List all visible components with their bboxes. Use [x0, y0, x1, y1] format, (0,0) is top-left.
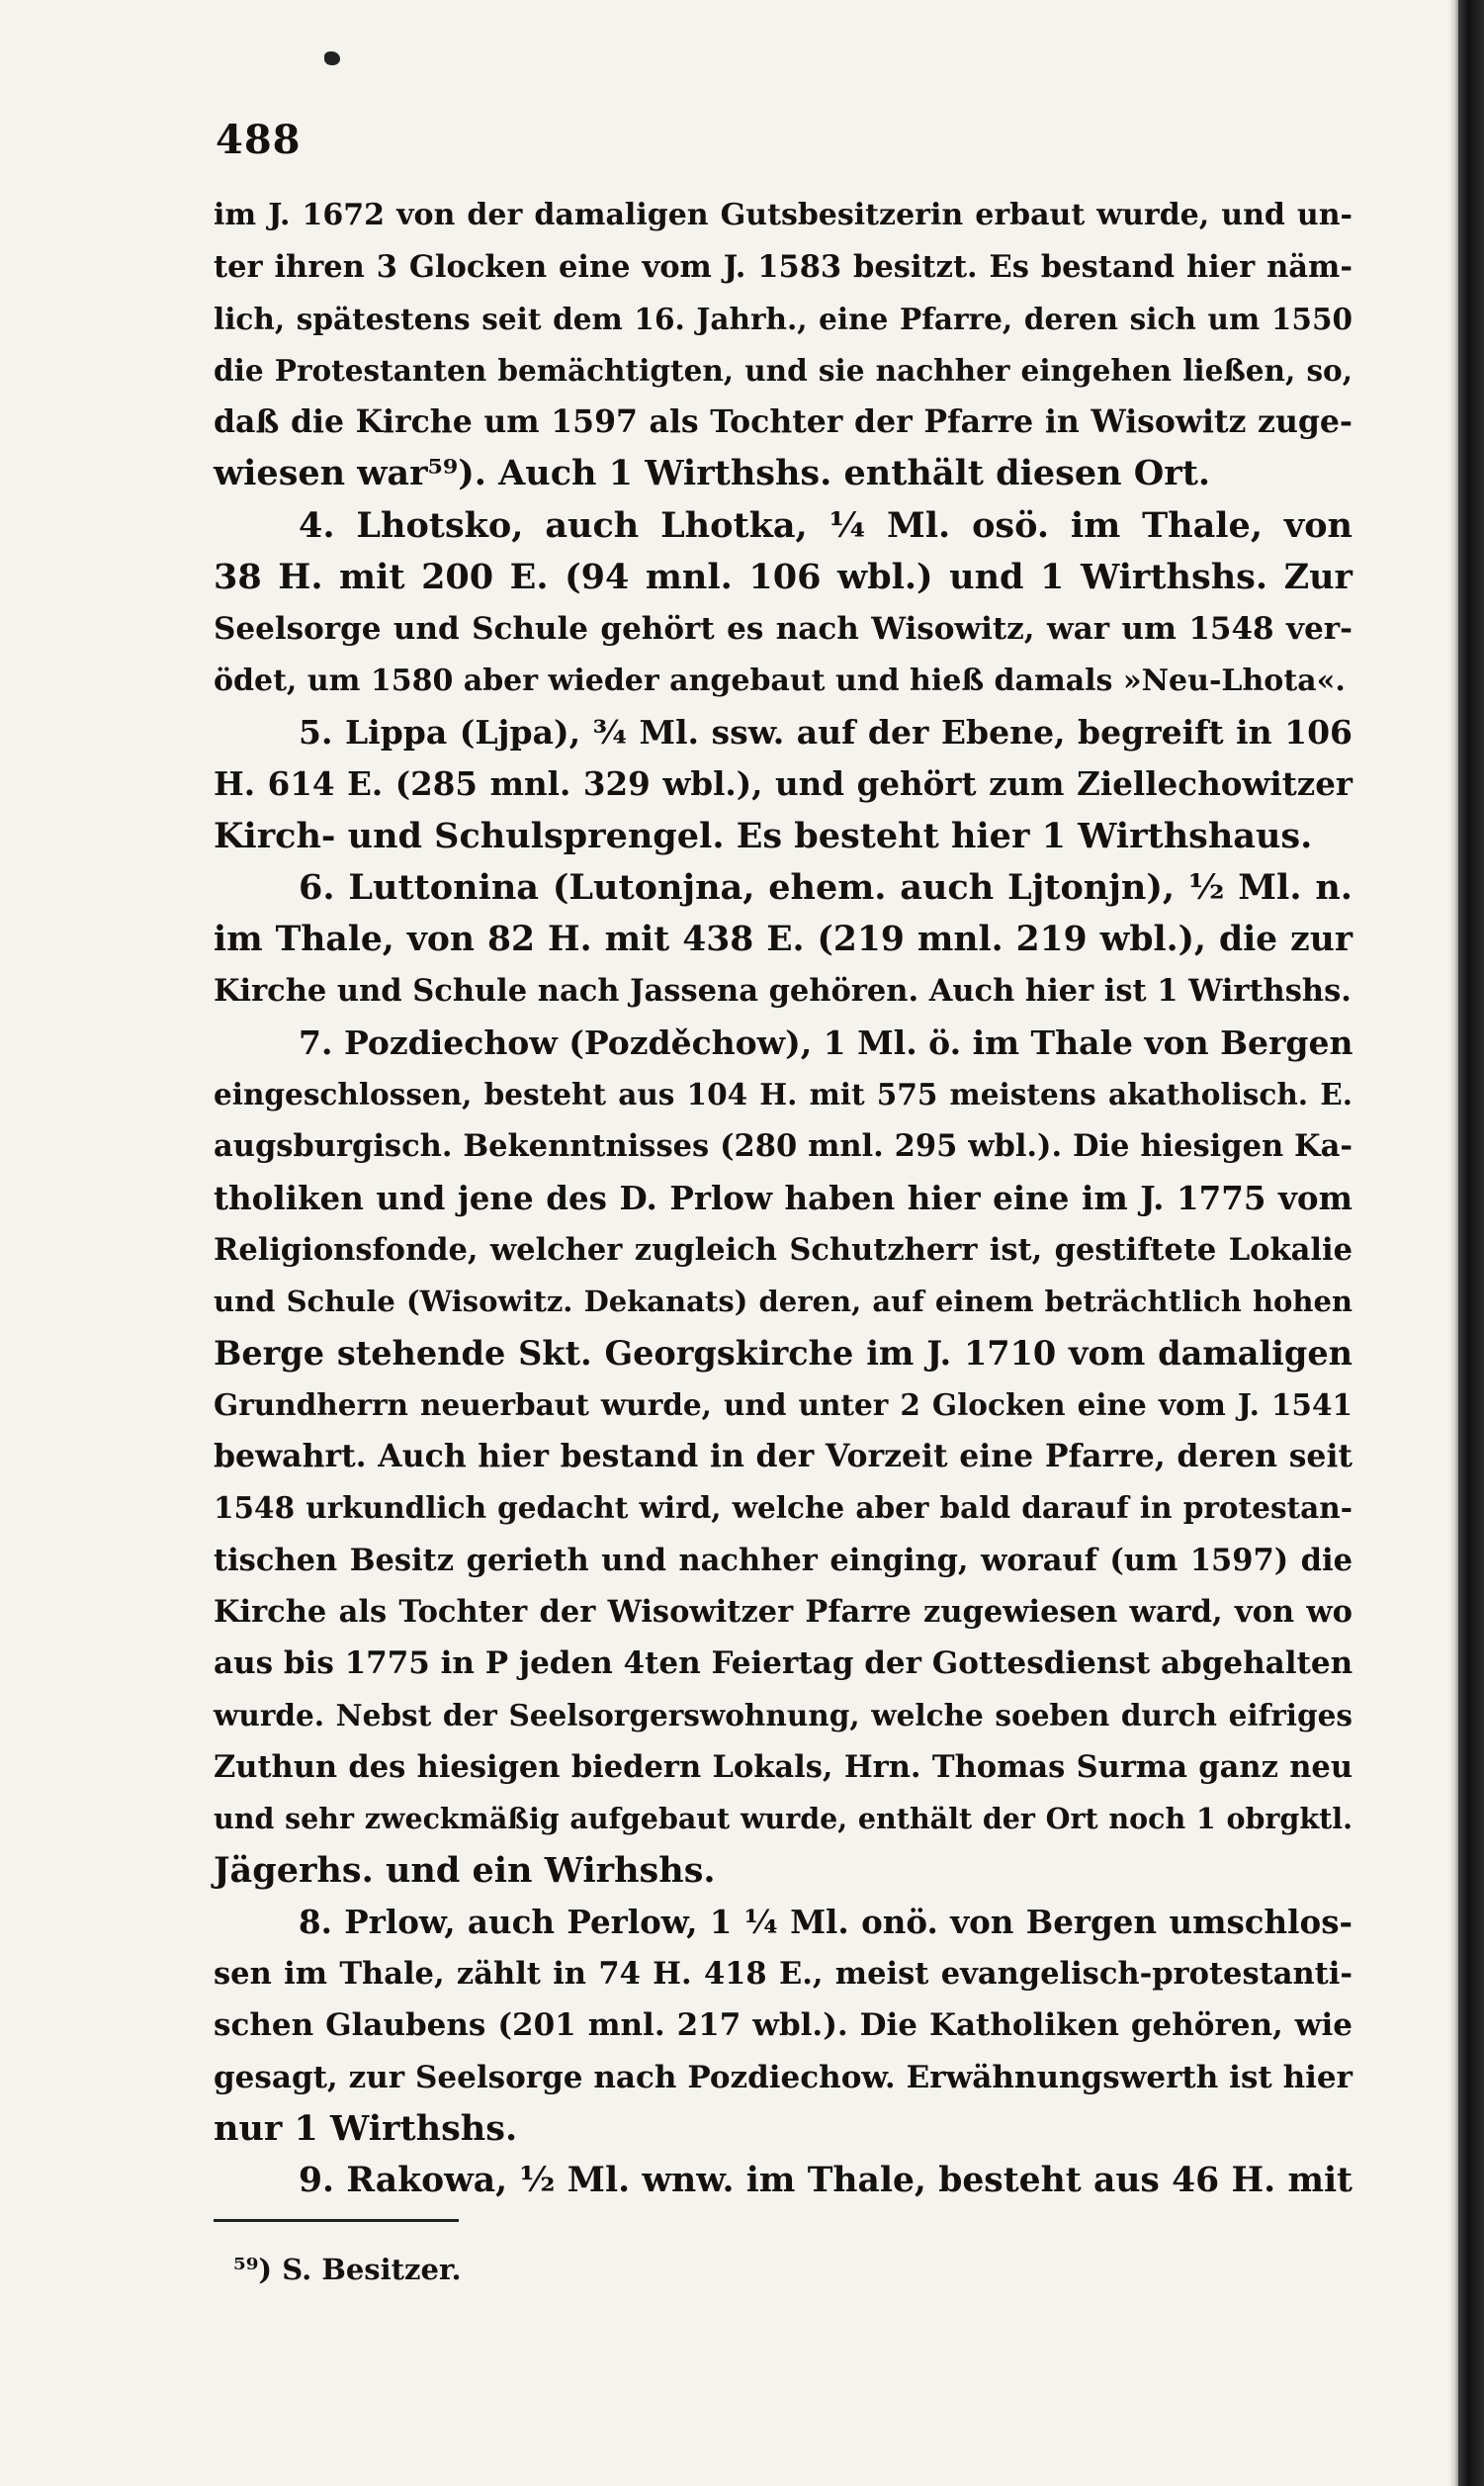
- footnote-divider: [214, 2219, 459, 2222]
- text-line-3: lich, spätestens seit dem 16. Jahrh., eine Pfarre, deren sich um 1550: [214, 301, 1353, 336]
- text-line-25: bewahrt. Auch hier bestand in der Vorzeit eine Pfarre, deren seit: [214, 1438, 1353, 1475]
- text-line-33: Jägerhs. und ein Wirhshs.: [214, 1849, 716, 1891]
- text-line-18: eingeschlossen, besteht aus 104 H. mit 575 meistens akatholisch. E.: [214, 1077, 1353, 1112]
- text-line-5: daß die Kirche um 1597 als Tochter der Pfarre in Wisowitz zuge-: [214, 403, 1353, 441]
- text-line-9: Seelsorge und Schule gehört es nach Wisowitz, war um 1548 ver-: [214, 611, 1353, 648]
- body-text: [214, 190, 1353, 2207]
- text-line-21: Religionsfonde, welcher zugleich Schutzherr ist, gestiftete Lokalie: [214, 1231, 1353, 1268]
- text-line-13: Kirch- und Schulsprengel. Es besteht hier 1 Wirthshaus.: [214, 815, 1313, 856]
- text-line-22: und Schule (Wisowitz. Dekanats) deren, auf einem beträchtlich hohen: [214, 1285, 1353, 1319]
- text-line-4: die Protestanten bemächtigten, und sie nachher eingehen ließen, so,: [214, 352, 1353, 388]
- page-edge-shadow: [1448, 0, 1458, 2486]
- text-line-39: 9. Rakowa, ½ Ml. wnw. im Thale, besteht aus 46 H. mit: [299, 2161, 1353, 2201]
- text-line-7: 4. Lhotsko, auch Lhotka, ¼ Ml. osö. im Thale, von: [299, 504, 1353, 546]
- text-line-8: 38 H. mit 200 E. (94 mnl. 106 wbl.) und 1 Wirthshs. Zur: [214, 557, 1353, 598]
- page-number: 488: [216, 117, 302, 163]
- text-line-19: augsburgisch. Bekenntnisses (280 mnl. 295 wbl.). Die hiesigen Ka-: [214, 1128, 1353, 1165]
- text-line-16: Kirche und Schule nach Jassena gehören. Auch hier ist 1 Wirthshs.: [214, 973, 1352, 1010]
- text-line-12: H. 614 E. (285 mnl. 329 wbl.), und gehört zum Ziellechowitzer: [214, 764, 1353, 804]
- text-line-15: im Thale, von 82 H. mit 438 E. (219 mnl. 219 wbl.), die zur: [214, 920, 1353, 960]
- text-line-2: ter ihren 3 Glocken eine vom J. 1583 besitzt. Es bestand hier näm-: [214, 249, 1353, 286]
- text-line-32: und sehr zweckmäßig aufgebaut wurde, enthält der Ort noch 1 obrgktl.: [214, 1802, 1353, 1836]
- text-line-24: Grundherrn neuerbaut wurde, und unter 2 Glocken eine vom J. 1541: [214, 1386, 1353, 1422]
- footnote: ⁵⁹) S. Besitzer.: [233, 2253, 462, 2286]
- text-line-14: 6. Luttonina (Lutonjna, ehem. auch Ljtonjn), ½ Ml. n.: [299, 866, 1353, 908]
- text-line-26: 1548 urkundlich gedacht wird, welche aber bald darauf in protestan-: [214, 1490, 1353, 1526]
- text-line-38: nur 1 Wirthshs.: [214, 2107, 518, 2149]
- text-line-10: ödet, um 1580 aber wieder angebaut und hieß damals »Neu-Lhota«.: [214, 663, 1346, 698]
- text-line-31: Zuthun des hiesigen biedern Lokals, Hrn. Thomas Surma ganz neu: [214, 1748, 1353, 1785]
- book-spine-edge: [1458, 0, 1484, 2486]
- text-line-27: tischen Besitz gerieth und nachher einging, worauf (um 1597) die: [214, 1542, 1353, 1578]
- ink-speck: [324, 51, 340, 65]
- text-line-17: 7. Pozdiechow (Pozděchow), 1 Ml. ö. im Thale von Bergen: [299, 1022, 1353, 1062]
- text-line-37: gesagt, zur Seelsorge nach Pozdiechow. Erwähnungswerth ist hier: [214, 2059, 1353, 2095]
- text-line-29: aus bis 1775 in P jeden 4ten Feiertag der Gottesdienst abgehalten: [214, 1645, 1353, 1682]
- text-line-11: 5. Lippa (Ljpa), ¾ Ml. ssw. auf der Ebene, begreift in 106: [299, 712, 1353, 752]
- text-line-36: schen Glaubens (201 mnl. 217 wbl.). Die Katholiken gehören, wie: [214, 2007, 1353, 2044]
- text-line-30: wurde. Nebst der Seelsorgerswohnung, welche soeben durch eifriges: [214, 1697, 1353, 1732]
- text-line-34: 8. Prlow, auch Perlow, 1 ¼ Ml. onö. von Bergen umschlos-: [299, 1902, 1353, 1941]
- text-line-35: sen im Thale, zählt in 74 H. 418 E., meist evangelisch-protestanti-: [214, 1956, 1353, 1993]
- text-line-1: im J. 1672 von der damaligen Gutsbesitzerin erbaut wurde, und un-: [214, 198, 1353, 232]
- text-line-6: wiesen war⁵⁹). Auch 1 Wirthshs. enthält diesen Ort.: [214, 453, 1211, 494]
- text-line-23: Berge stehende Skt. Georgskirche im J. 1710 vom damaligen: [214, 1333, 1353, 1373]
- text-line-20: tholiken und jene des D. Prlow haben hier eine im J. 1775 vom: [214, 1178, 1353, 1217]
- text-line-28: Kirche als Tochter der Wisowitzer Pfarre zugewiesen ward, von wo: [214, 1594, 1353, 1631]
